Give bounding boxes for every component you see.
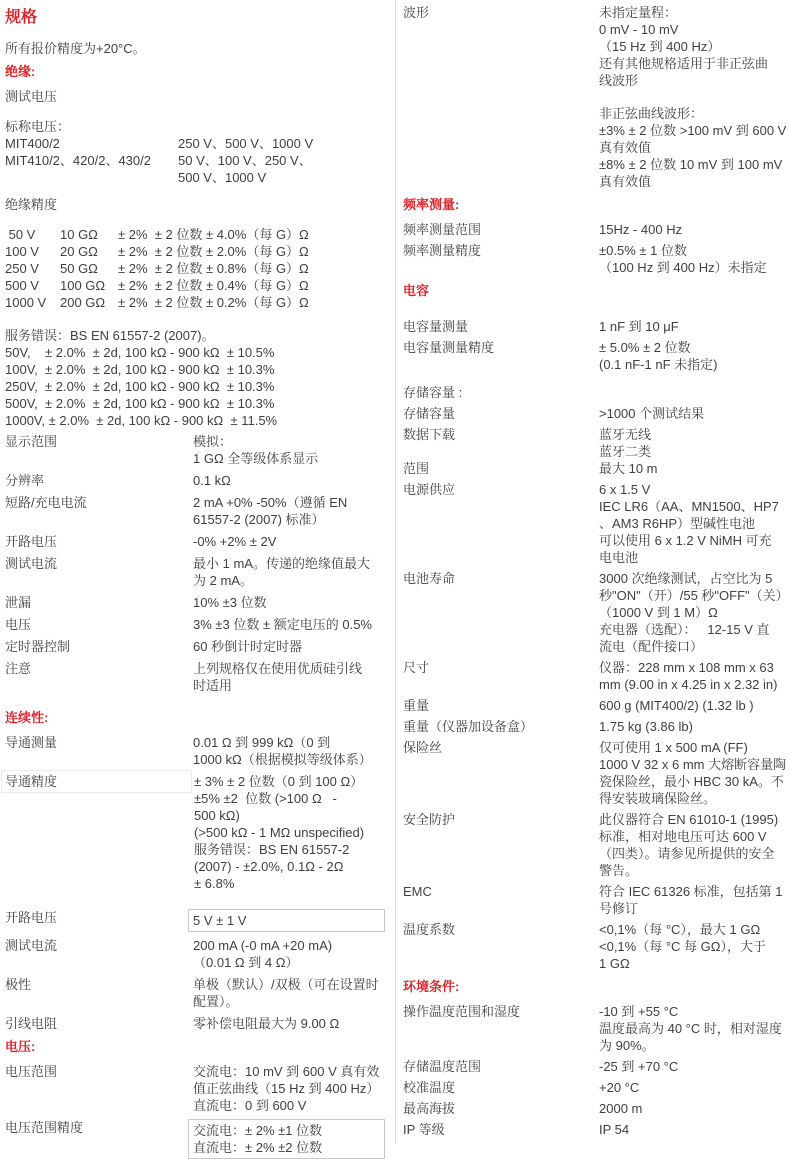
spec-label: 存储容量: [403, 406, 456, 421]
spec-value: [599, 4, 786, 89]
accuracy-row: [5, 243, 389, 260]
spec-value-line: IEC LR6（AA、MN1500、HP7: [599, 499, 779, 514]
spec-label: 存储温度范围: [403, 1059, 482, 1074]
spec-label: 引线电阻: [5, 1016, 58, 1031]
spec-value-line: 5 V ± 1 V: [193, 913, 247, 928]
spec-row: [403, 318, 786, 335]
spec-value-line: 250 V、500 V、1000 V: [178, 136, 314, 151]
spec-value: [599, 659, 786, 693]
spec-label: 安全防护: [403, 812, 456, 827]
spec-value: [193, 494, 389, 528]
spec-value-line: 1.75 kg (3.86 lb): [599, 719, 693, 734]
spec-value-line: 未指定量程：: [599, 5, 678, 20]
accuracy-cell: 1000 V: [5, 295, 47, 310]
spec-value-line: 直流电：± 2% ±2 位数: [193, 1140, 323, 1155]
spec-row: [403, 739, 786, 807]
spec-label: 导通精度: [1, 770, 192, 793]
spec-value: [193, 638, 389, 655]
spec-value: [599, 1079, 786, 1096]
spec-value-line: (2007) - ±2.0%, 0.1Ω - 2Ω: [194, 859, 344, 874]
spec-value-line: 500 kΩ): [194, 808, 240, 823]
spacer: [5, 897, 389, 909]
spec-label: 电压范围: [5, 1064, 58, 1079]
spec-label: 尺寸: [403, 660, 430, 675]
spec-value-line: 3000 次绝缘测试，占空比为 5: [599, 571, 773, 586]
spec-label: 最高海拔: [403, 1101, 456, 1116]
spec-value: [193, 937, 389, 971]
spec-label: 短路/充电电流: [5, 495, 87, 510]
spec-text: 绝缘精度: [5, 197, 58, 212]
spec-label: 电容量测量精度: [403, 340, 495, 355]
spec-value-line: （15 Hz 到 400 Hz）: [599, 39, 721, 54]
spec-value-line: ± 5.0% ± 2 位数: [599, 340, 691, 355]
spec-value-line: <0,1%（每 °C 每 GΩ），大于: [599, 939, 766, 954]
spec-row: [5, 1015, 389, 1032]
spec-row: [403, 883, 786, 917]
spec-row: [5, 152, 389, 186]
spec-value-line: （四类）。请参见所提供的安全: [599, 846, 775, 861]
spec-text: 500V, ± 2.0% ± 2d, 100 kΩ - 900 kΩ ± 10.3%: [5, 396, 275, 411]
spec-label: 注意: [5, 661, 32, 676]
spec-row: [5, 909, 389, 932]
section-heading: 环境条件:: [403, 979, 460, 994]
spec-value: [193, 533, 389, 550]
spec-label: IP 等级: [403, 1122, 445, 1137]
spec-row: [403, 339, 786, 373]
right-column: [395, 0, 790, 1143]
spec-row: [5, 88, 389, 105]
spec-row: [403, 570, 789, 655]
spec-text: 100V, ± 2.0% ± 2d, 100 kΩ - 900 kΩ ± 10.3%: [5, 362, 275, 377]
spec-value-line: 500 V、1000 V: [178, 170, 267, 185]
spec-row: [403, 405, 786, 422]
accuracy-cell: 100 GΩ: [60, 278, 106, 293]
spacer: [403, 377, 786, 384]
spec-value-line: 0 mV - 10 mV: [599, 22, 679, 37]
spec-value-line: 1000 V 32 x 6 mm 大熔断容量陶: [599, 757, 787, 772]
spec-row: [403, 426, 786, 460]
accuracy-row: [5, 226, 389, 243]
section-heading: 绝缘:: [5, 64, 36, 79]
spacer: [5, 186, 389, 196]
spec-row: [5, 773, 389, 892]
spec-label: 显示范围: [5, 434, 58, 449]
spec-value-line: 线波形: [599, 73, 639, 88]
spec-label: 数据下载: [403, 427, 456, 442]
spec-value-line: 0.01 Ω 到 999 kΩ（0 到: [193, 735, 331, 750]
spec-label: 泄漏: [5, 595, 32, 610]
spec-row: [5, 118, 389, 135]
spec-value-line: 标准，相对地电压可达 600 V: [599, 829, 767, 844]
spec-row: [403, 105, 786, 190]
spec-value-line: -25 到 +70 °C: [599, 1059, 679, 1074]
spec-label: 测试电流: [5, 938, 58, 953]
spec-row: [403, 1003, 786, 1054]
spec-value: [599, 883, 786, 917]
spec-row: [403, 718, 786, 735]
spec-row: [5, 135, 389, 152]
spec-row: [403, 1100, 786, 1117]
spec-value-line: 可以使用 6 x 1.2 V NiMH 可充: [599, 533, 772, 548]
spec-label: MIT400/2: [5, 136, 60, 151]
spec-value-line: 600 g (MIT400/2) (1.32 lb ): [599, 698, 754, 713]
spec-value-line: 值正弦曲线（15 Hz 到 400 Hz）: [193, 1081, 380, 1096]
spec-value: [599, 481, 786, 566]
spec-value: [193, 594, 389, 611]
section-heading: 频率测量:: [403, 197, 460, 212]
spec-row: [403, 481, 786, 566]
spec-row: [5, 616, 389, 633]
spec-value: [193, 616, 389, 633]
spec-value-line: 温度最高为 40 °C 时，相对湿度: [599, 1021, 782, 1036]
spec-label: 校准温度: [403, 1080, 456, 1095]
spec-label: 电压: [5, 617, 32, 632]
spec-value-line: 仪器：228 mm x 108 mm x 63: [599, 660, 774, 675]
spec-value: [193, 433, 389, 467]
spec-row: [403, 384, 786, 401]
spec-value: [599, 339, 786, 373]
spec-value: [194, 773, 389, 892]
spec-value-line: 此仪器符合 EN 61010-1 (1995): [599, 812, 779, 827]
spec-row: [403, 697, 786, 714]
accuracy-cell: ± 2% ± 2 位数 ± 0.4%（每 G）Ω: [118, 278, 309, 293]
spec-label: 波形: [403, 5, 430, 20]
spec-value-line: 为 2 mA。: [193, 573, 253, 588]
spec-row: [403, 921, 786, 972]
spec-value-line: 交流电：10 mV 到 600 V 真有效: [193, 1064, 380, 1079]
spec-value-line: 警告。: [599, 863, 639, 878]
spec-value-line: 交流电：± 2% ±1 位数: [193, 1123, 323, 1138]
accuracy-row: [5, 277, 389, 294]
spec-value-line: ±8% ± 2 位数 10 mV 到 100 mV: [599, 157, 783, 172]
spec-value-line: ±5% ±2 位数 (>100 Ω -: [194, 791, 337, 806]
spec-value-line: 61557-2 (2007) 标准）: [193, 512, 325, 527]
spec-value: [178, 152, 389, 186]
spec-value-line: (>500 kΩ - 1 MΩ unspecified): [194, 825, 365, 840]
spec-value: [188, 909, 385, 932]
spec-label: 极性: [5, 977, 32, 992]
spec-label: 范围: [403, 461, 430, 476]
spec-label: 电容量测量: [403, 319, 469, 334]
spec-value-line: ± 3% ± 2 位数（0 到 100 Ω）: [194, 774, 364, 789]
spec-value: [599, 718, 786, 735]
spec-label: 分辨率: [5, 473, 45, 488]
spec-text: 所有报价精度为+20°C。: [5, 41, 146, 56]
spec-row: [403, 811, 786, 879]
spec-value-line: 蓝牙二类: [599, 444, 652, 459]
spec-value: [599, 697, 786, 714]
spec-row: [5, 555, 389, 589]
spec-row: [5, 734, 389, 768]
left-column: [0, 0, 395, 1155]
spec-value-line: 60 秒倒计时定时器: [193, 639, 303, 654]
spec-value-line: 零补偿电阻最大为 9.00 Ω: [193, 1016, 340, 1031]
spacer: [5, 699, 389, 703]
spec-row: [5, 1063, 389, 1114]
spec-row: [403, 242, 786, 276]
spec-text: 50V, ± 2.0% ± 2d, 100 kΩ - 900 kΩ ± 10.5%: [5, 345, 275, 360]
spec-label: 电压范围精度: [5, 1120, 84, 1135]
section-heading: 电容: [403, 283, 430, 298]
spec-value-line: 直流电：0 到 600 V: [193, 1098, 307, 1113]
spec-value: [178, 135, 389, 152]
spec-row: [403, 4, 786, 89]
spec-value-line: 模拟：: [193, 434, 233, 449]
spec-row: [403, 221, 786, 238]
spec-value-line: 流电（配件接口）: [599, 639, 704, 654]
spec-label: 测试电流: [5, 556, 58, 571]
spec-label: 保险丝: [403, 740, 443, 755]
spec-value-line: (0.1 nF-1 nF 未指定): [599, 357, 718, 372]
spec-value: [193, 1015, 389, 1032]
spec-row: [5, 494, 389, 528]
spec-value: [193, 734, 389, 768]
spec-value-line: 1 GΩ 全等级体系显示: [193, 451, 319, 466]
spec-value: [599, 460, 786, 477]
section-heading: 电压:: [5, 1039, 36, 1054]
spec-row: [5, 976, 389, 1010]
spec-value-line: 单极（默认）/双极（可在设置时: [193, 977, 379, 992]
spec-value-line: 15Hz - 400 Hz: [599, 222, 683, 237]
accuracy-row: [5, 260, 389, 277]
accuracy-cell: ± 2% ± 2 位数 ± 0.2%（每 G）Ω: [118, 295, 309, 310]
spec-label: 频率测量范围: [403, 222, 482, 237]
spec-value-line: 上列规格仅在使用优质硅引线: [193, 661, 363, 676]
accuracy-cell: 50 GΩ: [60, 261, 98, 276]
spec-row: [403, 1058, 786, 1075]
spec-label: 温度系数: [403, 922, 456, 937]
spec-row: [5, 533, 389, 550]
spec-value-line: 10% ±3 位数: [193, 595, 267, 610]
accuracy-cell: 10 GΩ: [60, 227, 98, 242]
spec-row: [5, 638, 389, 655]
spec-text: 服务错误：BS EN 61557-2 (2007)。: [5, 328, 215, 343]
spec-label: 存储容量 :: [403, 385, 463, 400]
accuracy-cell: 50 V: [5, 227, 36, 242]
spec-label: 重量: [403, 698, 430, 713]
spec-value: [193, 1063, 389, 1114]
spec-value-line: 仅可使用 1 x 500 mA (FF): [599, 740, 748, 755]
spec-value-line: -0% +2% ± 2V: [193, 534, 277, 549]
spacer: [403, 307, 786, 318]
spec-value-line: 为 90%。: [599, 1038, 655, 1053]
spec-value: [599, 1003, 786, 1054]
spec-label: 定时器控制: [5, 639, 71, 654]
spacer: [5, 110, 389, 118]
spec-row: [403, 1079, 786, 1096]
spec-value-line: 符合 IEC 61326 标准，包括第 1: [599, 884, 783, 899]
spec-row: [403, 460, 786, 477]
spec-row: [403, 1121, 786, 1138]
spec-value: [193, 976, 389, 1010]
spec-value-line: 、AM3 R6HP）型碱性电池: [599, 516, 756, 531]
spec-value-line: ±3% ± 2 位数 >100 mV 到 600 V: [599, 123, 787, 138]
spec-value: [193, 660, 389, 694]
spec-value-line: 配置）。: [193, 994, 239, 1009]
spec-value: [599, 1058, 786, 1075]
spec-value-line: ±0.5% ± 1 位数: [599, 243, 687, 258]
spec-value-line: IP 54: [599, 1122, 630, 1137]
spec-value-line: 1 GΩ: [599, 956, 630, 971]
spec-value: [599, 405, 786, 422]
accuracy-cell: 250 V: [5, 261, 39, 276]
spec-value: [599, 242, 786, 276]
spec-value-line: ± 6.8%: [194, 876, 235, 891]
spec-value-line: 时适用: [193, 678, 233, 693]
spec-row: [5, 472, 389, 489]
spec-label: 开路电压: [5, 910, 58, 925]
spec-label: 导通测量: [5, 735, 58, 750]
spec-value-line: （1000 V 到 1 M）Ω: [599, 605, 718, 620]
spec-value-line: （100 Hz 到 400 Hz）未指定: [599, 260, 767, 275]
spec-value-line: 真有效值: [599, 140, 652, 155]
spec-label: 操作温度范围和湿度: [403, 1004, 521, 1019]
spec-value-line: 秒"ON"（开）/55 秒"OFF"（关）: [599, 588, 789, 603]
accuracy-cell: 20 GΩ: [60, 244, 98, 259]
spec-value: [599, 1100, 786, 1117]
spec-value: [599, 921, 786, 972]
spec-row: [5, 594, 389, 611]
spec-label: MIT410/2、420/2、430/2: [5, 153, 151, 168]
spec-value: [599, 811, 786, 879]
spec-value-line: 还有其他规格适用于非正弦曲: [599, 56, 769, 71]
spec-value: [599, 739, 786, 807]
spec-value-line: mm (9.00 in x 4.25 in x 2.32 in): [599, 677, 778, 692]
accuracy-cell: ± 2% ± 2 位数 ± 2.0%（每 G）Ω: [118, 244, 309, 259]
page-title: 规格: [5, 9, 38, 26]
spec-label: 开路电压: [5, 534, 58, 549]
accuracy-cell: ± 2% ± 2 位数 ± 4.0%（每 G）Ω: [118, 227, 309, 242]
spec-value: [599, 105, 786, 190]
spec-value-line: 最大 10 m: [599, 461, 658, 476]
spec-value-line: >1000 个测试结果: [599, 406, 705, 421]
spec-label: 标称电压：: [5, 119, 71, 134]
spec-value-line: 号修订: [599, 901, 639, 916]
spec-value-line: 50 V、100 V、250 V、: [178, 153, 312, 168]
spec-value-line: 服务错误：BS EN 61557-2: [194, 842, 350, 857]
spec-value-line: 2000 m: [599, 1101, 643, 1116]
spec-value-line: 3% ±3 位数 ± 额定电压的 0.5%: [193, 617, 372, 632]
spec-value-line: 非正弦曲线波形：: [599, 106, 704, 121]
spec-label: 电池寿命: [403, 571, 456, 586]
accuracy-cell: ± 2% ± 2 位数 ± 0.8%（每 G）Ω: [118, 261, 309, 276]
spec-value-line: 1 nF 到 10 μF: [599, 319, 679, 334]
spec-value: [599, 570, 789, 655]
spec-value: [599, 221, 786, 238]
spec-value-line: +20 °C: [599, 1080, 640, 1095]
accuracy-cell: 500 V: [5, 278, 39, 293]
spec-value-line: （0.01 Ω 到 4 Ω）: [193, 955, 299, 970]
spacer: [5, 218, 389, 226]
section-heading: 连续性:: [5, 710, 49, 725]
spec-row: [5, 1119, 389, 1159]
spec-value-line: 充电器（选配）： 12-15 V 直: [599, 622, 770, 637]
spec-text: 250V, ± 2.0% ± 2d, 100 kΩ - 900 kΩ ± 10.3%: [5, 379, 275, 394]
spec-value-line: 1000 kΩ（根据模拟等级体系）: [193, 752, 372, 767]
spec-label: 测试电压: [5, 89, 58, 104]
spec-value-line: -10 到 +55 °C: [599, 1004, 679, 1019]
accuracy-cell: 200 GΩ: [60, 295, 106, 310]
spec-value-line: 电电池: [599, 550, 639, 565]
spec-row: [5, 433, 389, 467]
spec-text: 1000V, ± 2.0% ± 2d, 100 kΩ - 900 kΩ ± 11.5%: [5, 413, 278, 428]
spec-value-line: 瓷保险丝，最小 HBC 30 kA。不: [599, 774, 784, 789]
spec-value: [599, 1121, 786, 1138]
spec-value-line: <0,1%（每 °C），最大 1 GΩ: [599, 922, 761, 937]
spec-value-line: 真有效值: [599, 174, 652, 189]
spacer: [5, 311, 389, 327]
spec-value-line: 0.1 kΩ: [193, 473, 231, 488]
spec-value: [193, 555, 389, 589]
spec-value-line: 得安装玻璃保险丝。: [599, 791, 717, 806]
spec-value: [193, 472, 389, 489]
spec-value-line: 6 x 1.5 V: [599, 482, 651, 497]
spec-value-line: 最小 1 mA。传递的绝缘值最大: [193, 556, 370, 571]
spec-value: [599, 318, 786, 335]
accuracy-cell: 100 V: [5, 244, 39, 259]
spec-label: 频率测量精度: [403, 243, 482, 258]
spec-label: EMC: [403, 884, 432, 899]
spec-value: [599, 426, 786, 460]
spec-value-line: 200 mA (-0 mA +20 mA): [193, 938, 333, 953]
spacer: [403, 89, 786, 105]
accuracy-row: [5, 294, 389, 311]
spec-value-line: 2 mA +0% -50%（遵循 EN: [193, 495, 348, 510]
spec-value-line: 蓝牙无线: [599, 427, 652, 442]
spec-label: 电源供应: [403, 482, 456, 497]
spec-row: [5, 937, 389, 971]
spec-row: [403, 659, 786, 693]
spec-row: [5, 660, 389, 694]
spec-value: [188, 1119, 385, 1159]
spec-label: 重量（仪器加设备盒）: [403, 719, 534, 734]
